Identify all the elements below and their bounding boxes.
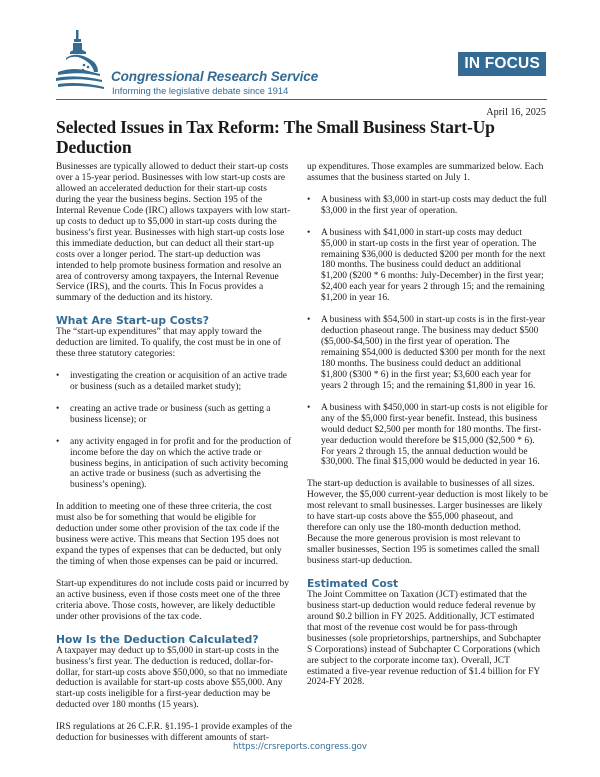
bullet-icon: • [307, 194, 311, 205]
bullet-icon: • [56, 436, 60, 447]
bullet-icon: • [307, 227, 311, 238]
section2-paragraph-1: A taxpayer may deduct up to $5,000 in start-up costs in the business’s first year. The deduction is reduced, dollar-for-dollar, for start-up costs above $50,000, so that no immediate deduction is available for start-up costs above $55,000. Any start-up costs ineligible for a first-year deduction may be deducted over 180 months (15 years). [56, 645, 288, 711]
examples-list [307, 195, 548, 469]
section2-paragraph-2: IRS regulations at 26 C.F.R. §1.195-1 provide examples of the deduction for businesses with different amounts of start- [56, 722, 292, 744]
list-item: • any activity engaged in for profit and for the production of income before the day on which the active trade or business begins, in anticipation of such activity becoming an active trade or business (such as advertising the business’s opening). [56, 436, 292, 491]
business-size-paragraph: The start-up deduction is available to businesses of all sizes. However, the $5,000 current-year deduction is most likely to be most relevant to small businesses. Larger businesses are likely to have start-up costs above the $55,000 phaseout, and therefore can only use the 180-month deduction method. Because the more generous provision is most relevant to smaller businesses, Section 195 is sometimes called the small business start-up deduction. [307, 479, 548, 566]
bullet-icon: • [307, 315, 311, 326]
footer-link[interactable]: https://crsreports.congress.gov [233, 742, 367, 752]
list-item: • A business with $3,000 in start-up costs may deduct the full $3,000 in the first year of operation. [307, 194, 547, 216]
bullet-icon: • [56, 403, 60, 414]
document-title: Selected Issues in Tax Reform: The Small Business Start-Up Deduction [56, 117, 495, 157]
bullet-icon: • [56, 371, 60, 382]
left-column [56, 162, 292, 744]
statutory-categories-list [56, 371, 292, 491]
list-item: • A business with $41,000 in start-up costs may deduct $5,000 in start-up costs in the first year of operation. The remaining $36,000 is deducted $200 per month for the next 180 months. The business could deduct an additional $1,200 ($200 * 6 months: July-December) in the first year; $2,400 each year for years 2 through 15; and the remaining $1,200 in year 16. [307, 227, 546, 304]
section1-paragraph-3: Start-up expenditures do not include costs paid or incurred by an active business, even if those costs meet one of the three criteria above. Those costs, however, are likely deductible under other provisions of the tax code. [56, 578, 289, 622]
estimated-cost-paragraph: The Joint Committee on Taxation (JCT) estimated that the business start-up deduction would reduce federal revenue by around $0.2 billion in FY 2025. Additionally, JCT estimated that most of the revenue cost would be for pass-through businesses (sole proprietorships, partnerships, and Subchapter S Corporations) instead of Subchapter C Corporations (which are subject to the corporate income tax). Overall, JCT estimated a five-year revenue reduction of $1.4 billion for FY 2024-FY 2028. [307, 589, 542, 688]
header-divider [56, 99, 547, 100]
section-heading-estimated-cost: Estimated Cost [307, 576, 399, 590]
section1-paragraph-2: In addition to meeting one of these three criteria, the cost must also be for something that would be eligible for deduction under some other provision of the tax code if the business were active. This means that Section 195 does not expand the types of expenses that can be deducted, but only the timing of when those expenses can be paid or incurred. [56, 502, 282, 568]
in-focus-badge: IN FOCUS [458, 52, 546, 76]
list-item: • investigating the creation or acquisition of an active trade or business (such as a detailed market study); [56, 371, 287, 392]
list-item: • creating an active trade or business (such as getting a business license); or [56, 403, 271, 425]
right-column [307, 162, 548, 688]
report-header [56, 28, 546, 100]
section1-intro: The “start-up expenditures” that may apply toward the deduction are limited. To qualify, the cost must be in one of these three statutory categories: [56, 327, 281, 360]
bullet-icon: • [307, 402, 311, 413]
brand-title: Congressional Research Service [111, 69, 319, 84]
capitol-dome-icon [56, 28, 106, 92]
publication-date: April 16, 2025 [486, 107, 546, 118]
brand-tagline: Informing the legislative debate since 1914 [112, 86, 289, 96]
section-heading-start-up-costs: What Are Start-up Costs? [56, 314, 209, 328]
continuation-paragraph: up expenditures. Those examples are summarized below. Each assumes that the business started on July 1. [307, 162, 544, 183]
list-item: • A business with $54,500 in start-up costs is in the first-year deduction phaseout range. The business may deduct $500 ($5,000-$4,500) in the first year of operation. The remaining $54,000 is deducted $300 per month for the next 180 months. The business could deduct an additional $1,800 ($300 * 6) in the first year; $3,600 each year for years 2 through 15; and the remaining $1,800 in year 16. [307, 315, 546, 391]
list-item: • A business with $450,000 in start-up costs is not eligible for any of the $5,000 first-year benefit. Instead, this business would deduct $2,500 per month for 180 months. The first-year deduction would therefore be $15,000 ($2,500 * 6). For years 2 through 15, the annual deduction would be $30,000. The final $15,000 would be deducted in year 16. [307, 402, 548, 468]
intro-paragraph: Businesses are typically allowed to deduct their start-up costs over a 15-year period. Businesses with low start-up costs are allowed an accelerated deduction for their start-up costs during the year the business begins. Section 195 of the Internal Revenue Code (IRC) allows taxpayers with low start-up costs to deduct up to $5,000 in start-up costs during the business’s first year. Businesses with high start-up costs lose this immediate deduction, but can deduct all their start-up costs over a longer period. The start-up deduction was intended to help promote business formation and resolve an area of controversy among taxpayers, the Internal Revenue Service (IRS), and the courts. This In Focus provides a summary of the deduction and its history. [56, 162, 291, 304]
section-heading-calculation: How Is the Deduction Calculated? [56, 632, 259, 646]
